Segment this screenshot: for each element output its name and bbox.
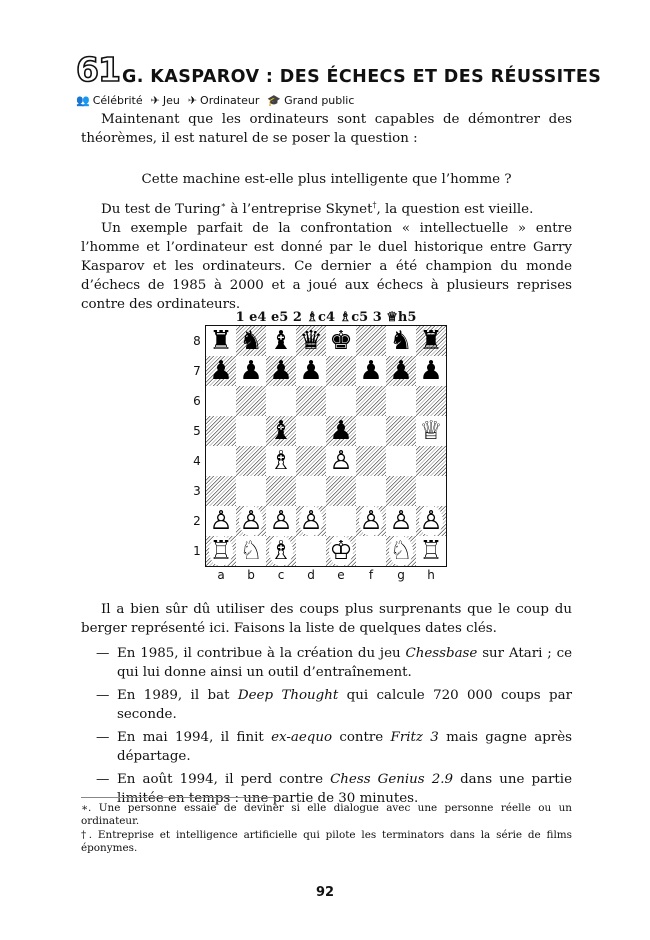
chess-piece-icon: ♝ [269, 416, 293, 446]
square-h5 [416, 416, 446, 446]
chess-piece-icon: ♝ [269, 326, 293, 356]
tag-label: Ordinateur [200, 94, 260, 107]
square-f5 [356, 416, 386, 446]
rank-label: 8 [193, 334, 201, 348]
rank-label: 7 [193, 364, 201, 378]
chess-piece-icon: ♟ [389, 356, 413, 386]
chess-piece-icon: ♘ [389, 536, 413, 566]
footnote-mark: † [372, 200, 377, 210]
square-c2 [266, 506, 296, 536]
square-e8 [326, 326, 356, 356]
chess-piece-icon: ♗ [269, 446, 293, 476]
list-item-text: qui calcule 720 000 coups par seconde. [117, 688, 572, 722]
square-a6 [206, 386, 236, 416]
list-item-emphasis: Chess Genius 2.9 [330, 772, 454, 787]
chess-piece-icon: ♙ [269, 506, 293, 536]
chess-piece-icon: ♞ [239, 326, 263, 356]
square-d7 [296, 356, 326, 386]
tag-label: Jeu [162, 94, 180, 107]
file-label: h [427, 568, 435, 582]
square-e4 [326, 446, 356, 476]
square-c1 [266, 536, 296, 566]
square-b6 [236, 386, 266, 416]
square-b7 [236, 356, 266, 386]
rank-label: 5 [193, 424, 201, 438]
square-f8 [356, 326, 386, 356]
text-turing: Du test de Turing [101, 202, 221, 217]
file-label: b [247, 568, 255, 582]
square-c4 [266, 446, 296, 476]
chess-piece-icon: ♙ [209, 506, 233, 536]
list-item-text: sur Atari ; ce qui lui donne ainsi un outil d’entraînement. [117, 646, 572, 680]
chess-piece-icon: ♙ [239, 506, 263, 536]
square-g3 [386, 476, 416, 506]
chess-piece-icon: ♙ [419, 506, 443, 536]
square-c7 [266, 356, 296, 386]
square-f2 [356, 506, 386, 536]
square-d3 [296, 476, 326, 506]
square-h7 [416, 356, 446, 386]
tag-label: Célébrité [92, 94, 143, 107]
footnote-mark: ∗ [220, 200, 227, 210]
square-g4 [386, 446, 416, 476]
list-item-emphasis: Chessbase [405, 646, 478, 661]
square-f4 [356, 446, 386, 476]
square-b2 [236, 506, 266, 536]
list-item [96, 644, 572, 682]
list-item-text: En août 1994, il perd contre [117, 772, 331, 787]
paragraph-kasparov: Un exemple parfait de la confrontation « intellectuelle » entre l’homme et l’ordinateur est donné par le duel historique entre Garry Kasparov et les ordinateurs. Ce dernier a été champion du monde d’échecs de 1985 à 2000 et a joué aux échecs à plusieurs reprises contre des ordinateurs. [81, 221, 572, 312]
chess-piece-icon: ♟ [239, 356, 263, 386]
square-a7 [206, 356, 236, 386]
square-h1 [416, 536, 446, 566]
file-label: d [307, 568, 315, 582]
square-b1 [236, 536, 266, 566]
square-d2 [296, 506, 326, 536]
rank-label: 3 [193, 484, 201, 498]
square-c8 [266, 326, 296, 356]
list-item-text: En 1989, il bat [117, 688, 238, 703]
paper-plane-icon: ✈ [150, 94, 160, 107]
square-c6 [266, 386, 296, 416]
square-h6 [416, 386, 446, 416]
tag-célébrité [76, 94, 143, 107]
chess-piece-icon: ♞ [389, 326, 413, 356]
chess-piece-icon: ♜ [419, 326, 443, 356]
square-g7 [386, 356, 416, 386]
square-b8 [236, 326, 266, 356]
square-c5 [266, 416, 296, 446]
square-f6 [356, 386, 386, 416]
chess-piece-icon: ♙ [329, 446, 353, 476]
users-icon: 👥 [76, 94, 90, 107]
text-skynet: à l’entreprise Skynet [226, 202, 373, 217]
rank-label: 2 [193, 514, 201, 528]
square-e2 [326, 506, 356, 536]
rank-label: 4 [193, 454, 201, 468]
key-dates-list [96, 644, 572, 812]
square-d6 [296, 386, 326, 416]
footnote-rule [81, 797, 277, 798]
chess-piece-icon: ♙ [359, 506, 383, 536]
chess-piece-icon: ♜ [209, 326, 233, 356]
chess-piece-icon: ♟ [269, 356, 293, 386]
list-item-text: En 1985, il contribue à la création du jeu [117, 646, 406, 661]
square-a4 [206, 446, 236, 476]
chess-piece-icon: ♟ [329, 416, 353, 446]
square-d4 [296, 446, 326, 476]
tag-label: Grand public [284, 94, 355, 107]
chess-piece-icon: ♕ [419, 416, 443, 446]
square-d5 [296, 416, 326, 446]
file-label: e [337, 568, 345, 582]
square-g6 [386, 386, 416, 416]
file-label: f [368, 568, 374, 582]
square-e6 [326, 386, 356, 416]
square-h3 [416, 476, 446, 506]
list-item [96, 686, 572, 724]
chess-piece-icon: ♘ [239, 536, 263, 566]
square-h4 [416, 446, 446, 476]
footnote-turing: ∗. Une personne essaie de deviner si elle dialogue avec une personne réelle ou un ordinateur. [81, 802, 572, 827]
square-g5 [386, 416, 416, 446]
chess-piece-icon: ♟ [209, 356, 233, 386]
chess-piece-icon: ♟ [299, 356, 323, 386]
square-c3 [266, 476, 296, 506]
topic-tags [76, 94, 362, 108]
page-number: 92 [315, 885, 335, 900]
tag-ordinateur [188, 94, 260, 107]
rank-label: 6 [193, 394, 201, 408]
chess-piece-icon: ♔ [329, 536, 353, 566]
list-dash: — [96, 646, 110, 661]
square-e5 [326, 416, 356, 446]
chess-piece-icon: ♖ [419, 536, 443, 566]
rank-label: 1 [193, 544, 201, 558]
square-f1 [356, 536, 386, 566]
chapter-number: 61 [76, 50, 120, 89]
chapter-header [76, 50, 602, 92]
square-e7 [326, 356, 356, 386]
square-d8 [296, 326, 326, 356]
square-h2 [416, 506, 446, 536]
chess-piece-icon: ♗ [269, 536, 293, 566]
list-item-emphasis: Deep Thought [237, 688, 339, 703]
quote-question: Cette machine est-elle plus intelligente que l’homme ? [141, 172, 512, 187]
file-label: c [277, 568, 285, 582]
chapter-title: G. KASPAROV : DES ÉCHECS ET DES RÉUSSITES [122, 67, 602, 87]
square-e3 [326, 476, 356, 506]
list-dash: — [96, 688, 110, 703]
square-g2 [386, 506, 416, 536]
chess-piece-icon: ♚ [329, 326, 353, 356]
square-a5 [206, 416, 236, 446]
list-item-text: mais gagne après départage. [117, 730, 573, 764]
graduation-cap-icon: 🎓 [267, 94, 282, 107]
chess-moves: 1 e4 e5 2 ♗c4 ♗c5 3 ♕h5 [235, 310, 417, 325]
square-b5 [236, 416, 266, 446]
paragraph-berger: Il a bien sûr dû utiliser des coups plus surprenants que le coup du berger représenté ici. Faisons la liste de quelques dates clés. [81, 602, 572, 636]
list-dash: — [96, 730, 110, 745]
footnote-skynet: †. Entreprise et intelligence artificielle qui pilote les terminators dans la série de films éponymes. [81, 829, 572, 854]
tag-jeu [151, 94, 180, 107]
text-question-old: , la question est vieille. [376, 202, 534, 217]
paper-plane-icon: ✈ [187, 94, 198, 107]
chess-piece-icon: ♟ [359, 356, 383, 386]
list-item-text: dans une partie limitée en temps : une partie de 30 minutes. [117, 772, 572, 806]
chess-piece-icon: ♟ [419, 356, 443, 386]
list-dash: — [96, 772, 110, 787]
square-e1 [326, 536, 356, 566]
list-item-emphasis: Fritz 3 [390, 730, 439, 745]
list-item [96, 728, 572, 766]
chess-board [205, 325, 447, 567]
chess-piece-icon: ♙ [299, 506, 323, 536]
square-b4 [236, 446, 266, 476]
square-a3 [206, 476, 236, 506]
paragraph-intro: Maintenant que les ordinateurs sont capables de démontrer des théorèmes, il est naturel de se poser la question : [81, 112, 572, 146]
square-g1 [386, 536, 416, 566]
square-f7 [356, 356, 386, 386]
file-label: a [217, 568, 225, 582]
square-h8 [416, 326, 446, 356]
list-item-text: En mai 1994, il finit [117, 730, 272, 745]
list-item-text: contre [332, 730, 391, 745]
square-a2 [206, 506, 236, 536]
paragraph-turing [81, 200, 572, 219]
chess-piece-icon: ♙ [389, 506, 413, 536]
file-label: g [397, 568, 405, 582]
square-g8 [386, 326, 416, 356]
chess-piece-icon: ♛ [299, 326, 323, 356]
tag-grand-public [267, 94, 354, 107]
square-b3 [236, 476, 266, 506]
chess-piece-icon: ♖ [209, 536, 233, 566]
list-item-emphasis: ex-aequo [271, 730, 333, 745]
square-a8 [206, 326, 236, 356]
square-d1 [296, 536, 326, 566]
square-a1 [206, 536, 236, 566]
square-f3 [356, 476, 386, 506]
